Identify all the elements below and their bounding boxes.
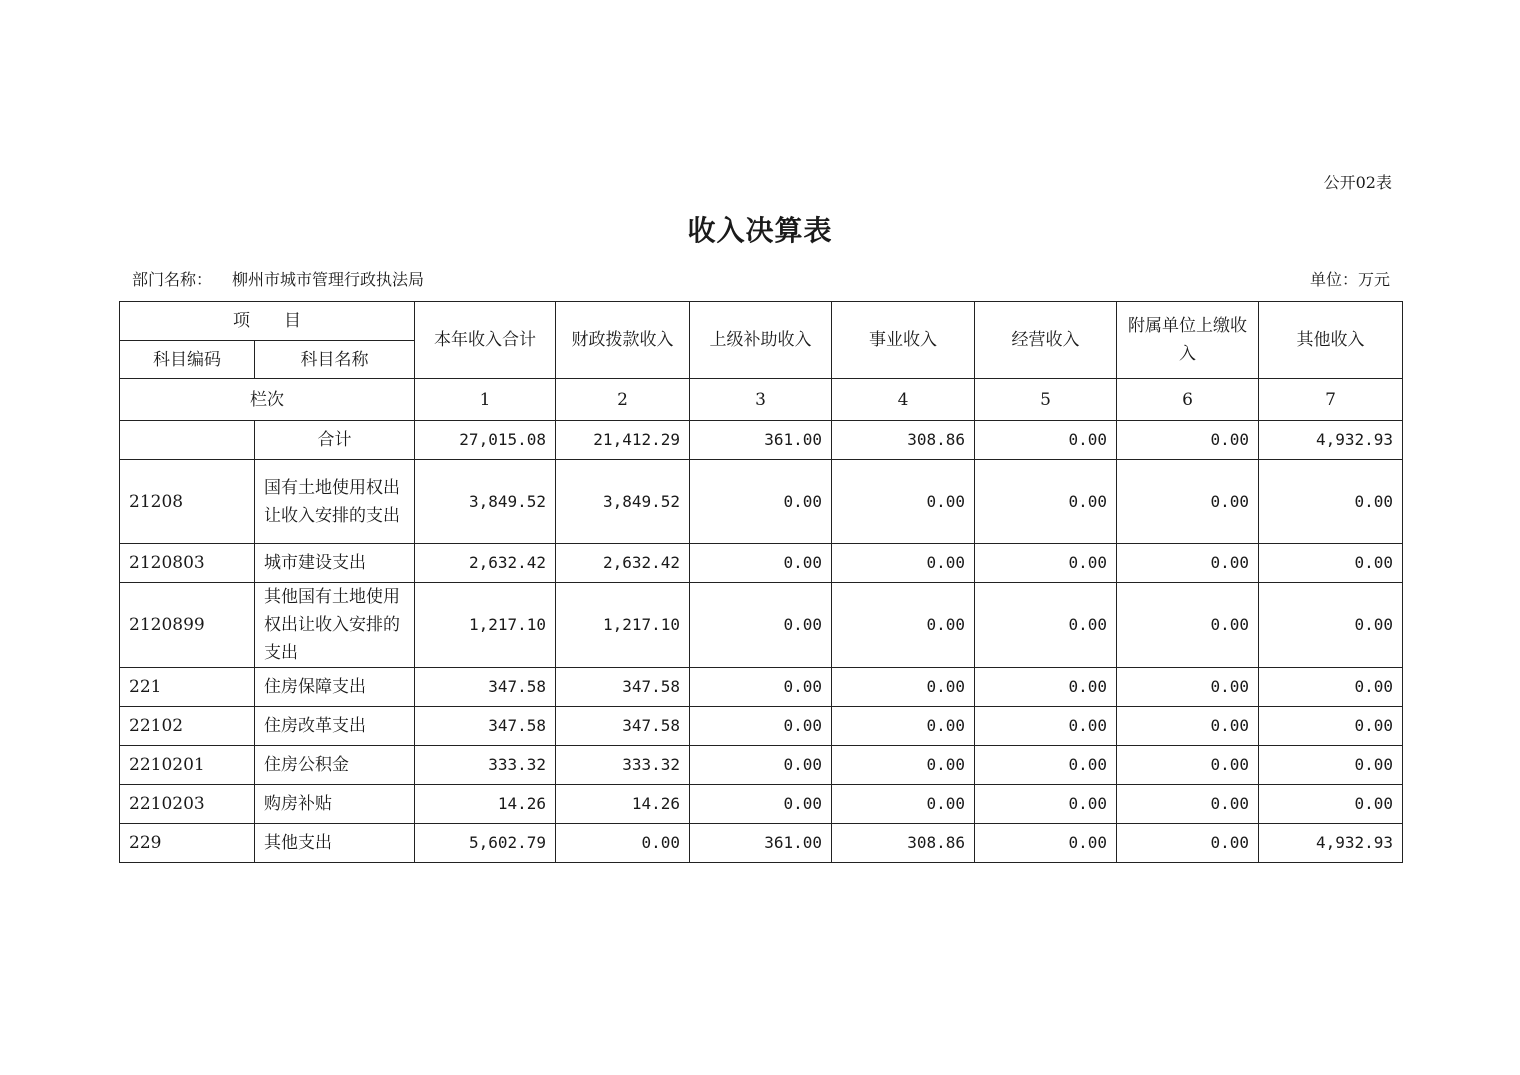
row-index-cell: 4	[832, 379, 975, 421]
amount-cell: 0.00	[975, 544, 1117, 583]
column-header: 上级补助收入	[690, 302, 832, 379]
amount-cell: 0.00	[1117, 421, 1259, 460]
subject-name-cell: 城市建设支出	[255, 544, 415, 583]
amount-cell: 0.00	[690, 583, 832, 668]
amount-cell: 0.00	[690, 707, 832, 746]
row-index-label: 栏次	[120, 379, 415, 421]
subject-name-cell: 其他国有土地使用权出让收入安排的支出	[255, 583, 415, 668]
amount-cell: 0.00	[1259, 785, 1403, 824]
amount-cell: 0.00	[1117, 746, 1259, 785]
form-code: 公开02表	[1323, 173, 1392, 192]
row-index-cell: 5	[975, 379, 1117, 421]
amount-cell: 2,632.42	[556, 544, 690, 583]
column-header: 其他收入	[1259, 302, 1403, 379]
amount-cell: 0.00	[975, 583, 1117, 668]
subject-code-cell: 221	[120, 668, 255, 707]
column-header: 经营收入	[975, 302, 1117, 379]
amount-cell: 3,849.52	[556, 460, 690, 544]
table-row	[120, 421, 1403, 460]
item-group-header: 项 目	[120, 302, 415, 341]
amount-cell: 308.86	[832, 824, 975, 863]
table-row	[120, 746, 1403, 785]
amount-cell: 333.32	[556, 746, 690, 785]
subject-name-cell: 住房保障支出	[255, 668, 415, 707]
subject-code-cell	[120, 421, 255, 460]
amount-cell: 0.00	[975, 668, 1117, 707]
amount-cell: 0.00	[1117, 785, 1259, 824]
amount-cell: 0.00	[975, 785, 1117, 824]
income-final-accounts-table	[119, 301, 1403, 863]
amount-cell: 14.26	[415, 785, 556, 824]
amount-cell: 347.58	[556, 668, 690, 707]
amount-cell: 27,015.08	[415, 421, 556, 460]
amount-cell: 361.00	[690, 824, 832, 863]
amount-cell: 361.00	[690, 421, 832, 460]
amount-cell: 347.58	[415, 668, 556, 707]
subject-code-cell: 2120899	[120, 583, 255, 668]
column-header: 财政拨款收入	[556, 302, 690, 379]
amount-cell: 347.58	[415, 707, 556, 746]
row-index-cell: 3	[690, 379, 832, 421]
column-header: 附属单位上缴收入	[1117, 302, 1259, 379]
amount-cell: 0.00	[832, 668, 975, 707]
subject-code-cell: 229	[120, 824, 255, 863]
amount-cell: 0.00	[556, 824, 690, 863]
amount-cell: 0.00	[1117, 707, 1259, 746]
table-row	[120, 460, 1403, 544]
amount-cell: 0.00	[690, 544, 832, 583]
row-index-cell: 6	[1117, 379, 1259, 421]
subject-name-cell: 合计	[255, 421, 415, 460]
amount-cell: 0.00	[1259, 707, 1403, 746]
subject-name-cell: 住房改革支出	[255, 707, 415, 746]
department-label: 部门名称：	[132, 270, 213, 289]
amount-cell: 1,217.10	[556, 583, 690, 668]
subject-name-cell: 其他支出	[255, 824, 415, 863]
amount-cell: 0.00	[832, 583, 975, 668]
amount-cell: 21,412.29	[556, 421, 690, 460]
row-index-cell: 7	[1259, 379, 1403, 421]
code-column-header: 科目编码	[120, 341, 255, 379]
amount-cell: 0.00	[1259, 460, 1403, 544]
name-column-header: 科目名称	[255, 341, 415, 379]
amount-cell: 0.00	[975, 824, 1117, 863]
amount-cell: 14.26	[556, 785, 690, 824]
amount-cell: 0.00	[1117, 460, 1259, 544]
subject-code-cell: 2210201	[120, 746, 255, 785]
amount-cell: 308.86	[832, 421, 975, 460]
amount-cell: 333.32	[415, 746, 556, 785]
table-body	[120, 421, 1403, 863]
amount-cell: 0.00	[975, 460, 1117, 544]
amount-cell: 347.58	[556, 707, 690, 746]
amount-cell: 0.00	[1117, 544, 1259, 583]
amount-cell: 0.00	[975, 746, 1117, 785]
table-row	[120, 544, 1403, 583]
amount-cell: 0.00	[1259, 746, 1403, 785]
row-index-cell: 2	[556, 379, 690, 421]
table-row	[120, 824, 1403, 863]
amount-cell: 4,932.93	[1259, 421, 1403, 460]
amount-cell: 0.00	[832, 544, 975, 583]
department-name: 柳州市城市管理行政执法局	[232, 270, 425, 289]
amount-cell: 5,602.79	[415, 824, 556, 863]
table-row	[120, 785, 1403, 824]
amount-cell: 0.00	[1259, 668, 1403, 707]
table-header	[120, 302, 1403, 421]
amount-cell: 0.00	[1259, 583, 1403, 668]
subject-name-cell: 购房补贴	[255, 785, 415, 824]
amount-cell: 0.00	[1259, 544, 1403, 583]
amount-cell: 0.00	[690, 668, 832, 707]
column-header: 本年收入合计	[415, 302, 556, 379]
amount-cell: 3,849.52	[415, 460, 556, 544]
subject-name-cell: 住房公积金	[255, 746, 415, 785]
amount-cell: 0.00	[975, 707, 1117, 746]
row-index-cell: 1	[415, 379, 556, 421]
subject-code-cell: 22102	[120, 707, 255, 746]
column-header: 事业收入	[832, 302, 975, 379]
subject-name-cell: 国有土地使用权出让收入安排的支出	[255, 460, 415, 544]
amount-cell: 0.00	[690, 460, 832, 544]
amount-cell: 0.00	[832, 746, 975, 785]
amount-cell: 0.00	[832, 785, 975, 824]
subject-code-cell: 2120803	[120, 544, 255, 583]
amount-cell: 0.00	[975, 421, 1117, 460]
table-row	[120, 583, 1403, 668]
amount-cell: 0.00	[832, 707, 975, 746]
department-line	[132, 267, 424, 290]
amount-cell: 0.00	[1117, 824, 1259, 863]
table-row	[120, 668, 1403, 707]
subject-code-cell: 21208	[120, 460, 255, 544]
amount-cell: 0.00	[832, 460, 975, 544]
subject-code-cell: 2210203	[120, 785, 255, 824]
unit-label: 单位：万元	[1309, 270, 1390, 289]
report-title: 收入决算表	[687, 214, 833, 247]
amount-cell: 0.00	[690, 785, 832, 824]
amount-cell: 0.00	[1117, 583, 1259, 668]
amount-cell: 0.00	[1117, 668, 1259, 707]
amount-cell: 1,217.10	[415, 583, 556, 668]
amount-cell: 0.00	[690, 746, 832, 785]
table-row	[120, 707, 1403, 746]
amount-cell: 4,932.93	[1259, 824, 1403, 863]
amount-cell: 2,632.42	[415, 544, 556, 583]
